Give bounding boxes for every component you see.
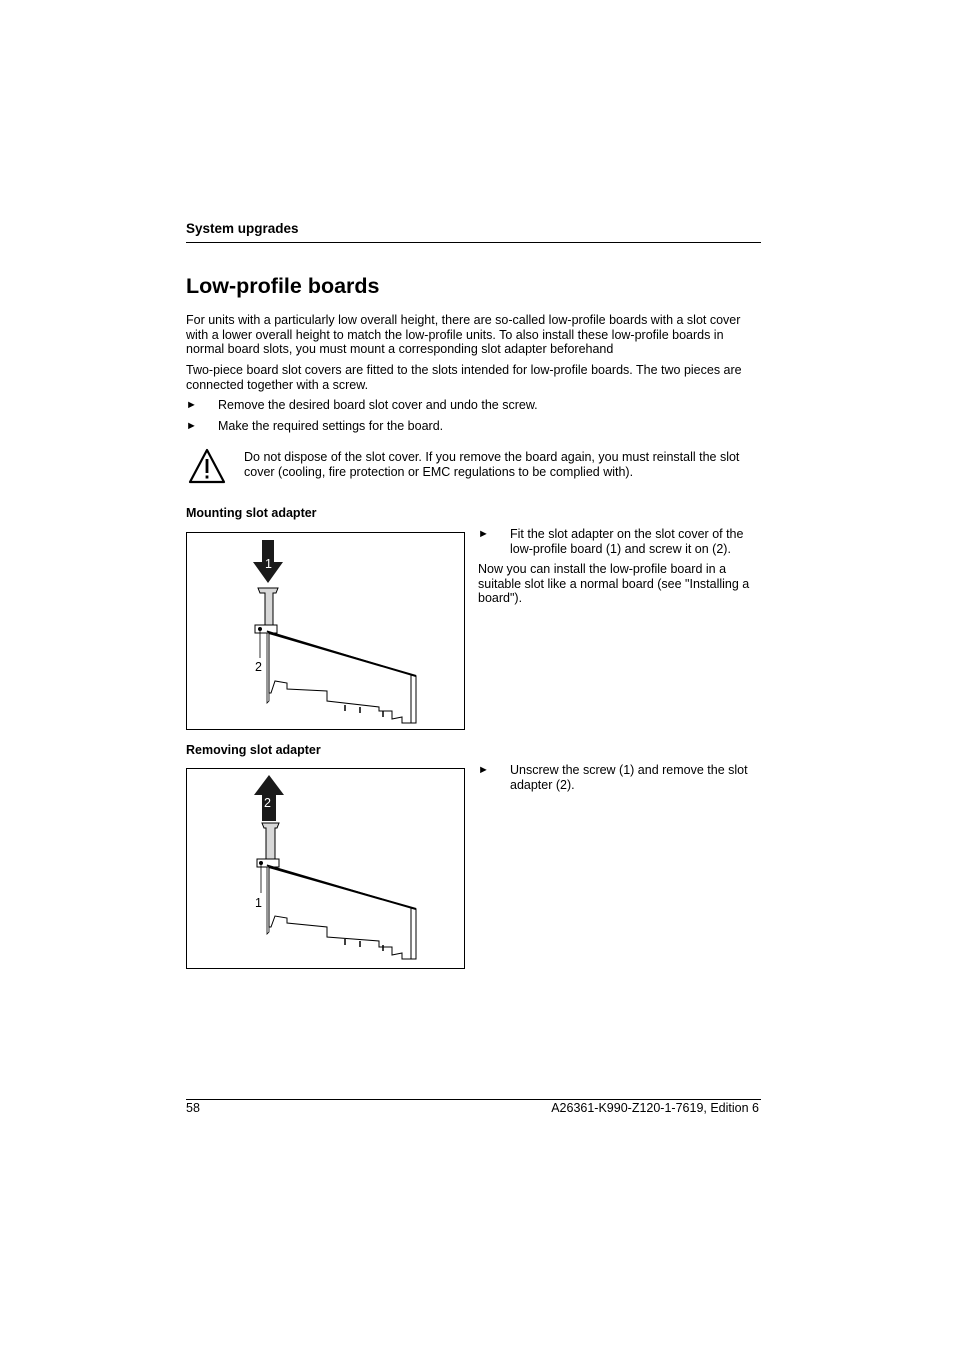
intro-paragraph-1: For units with a particularly low overall height, there are so-called low-profile boards with a slot cover with a lower overall height to match the low-profile units. To also install these low-profile boards in normal board slots, you must mount a corresponding slot adapter beforehand (186, 313, 741, 356)
step-text: Unscrew the screw (1) and remove the slot adapter (2). (510, 763, 748, 792)
bullet-arrow-icon: ► (186, 399, 197, 411)
running-header: System upgrades (186, 221, 299, 236)
mounting-illustration (187, 533, 464, 729)
figure-callout-2: 2 (264, 796, 271, 810)
warning-triangle-icon (188, 448, 226, 484)
removing-heading: Removing slot adapter (186, 743, 321, 757)
warning-text: Do not dispose of the slot cover. If you remove the board again, you must reinstall the slot cover (cooling, fire protection or EMC regulations to be complied with). (244, 450, 740, 479)
mounting-note: Now you can install the low-profile board in a suitable slot like a normal board (see "Installing a board"). (478, 562, 750, 605)
figure-callout-1: 1 (255, 896, 262, 910)
step-text: Make the required settings for the board. (218, 419, 444, 433)
step-item (186, 398, 761, 413)
page-number: 58 (186, 1101, 200, 1115)
footer-rule (186, 1099, 761, 1100)
step-text: Remove the desired board slot cover and undo the screw. (218, 398, 538, 412)
bullet-arrow-icon: ► (478, 528, 489, 540)
bullet-arrow-icon: ► (478, 764, 489, 776)
step-item (186, 419, 761, 434)
figure-callout-2: 2 (255, 660, 262, 674)
intro-paragraph-2: Two-piece board slot covers are fitted to the slots intended for low-profile boards. The two pieces are connected together with a screw. (186, 363, 742, 392)
mounting-heading: Mounting slot adapter (186, 506, 317, 520)
bullet-arrow-icon: ► (186, 420, 197, 432)
removing-step (478, 763, 761, 793)
mounting-figure (186, 532, 465, 730)
header-rule (186, 242, 761, 243)
figure-callout-1: 1 (265, 557, 272, 571)
removing-illustration (187, 769, 464, 968)
removing-figure (186, 768, 465, 969)
document-id: A26361-K990-Z120-1-7619, Edition 6 (551, 1101, 759, 1115)
mounting-step (478, 527, 761, 557)
page-title: Low-profile boards (186, 274, 380, 298)
step-text: Fit the slot adapter on the slot cover of the low-profile board (1) and screw it on (2). (510, 527, 744, 556)
